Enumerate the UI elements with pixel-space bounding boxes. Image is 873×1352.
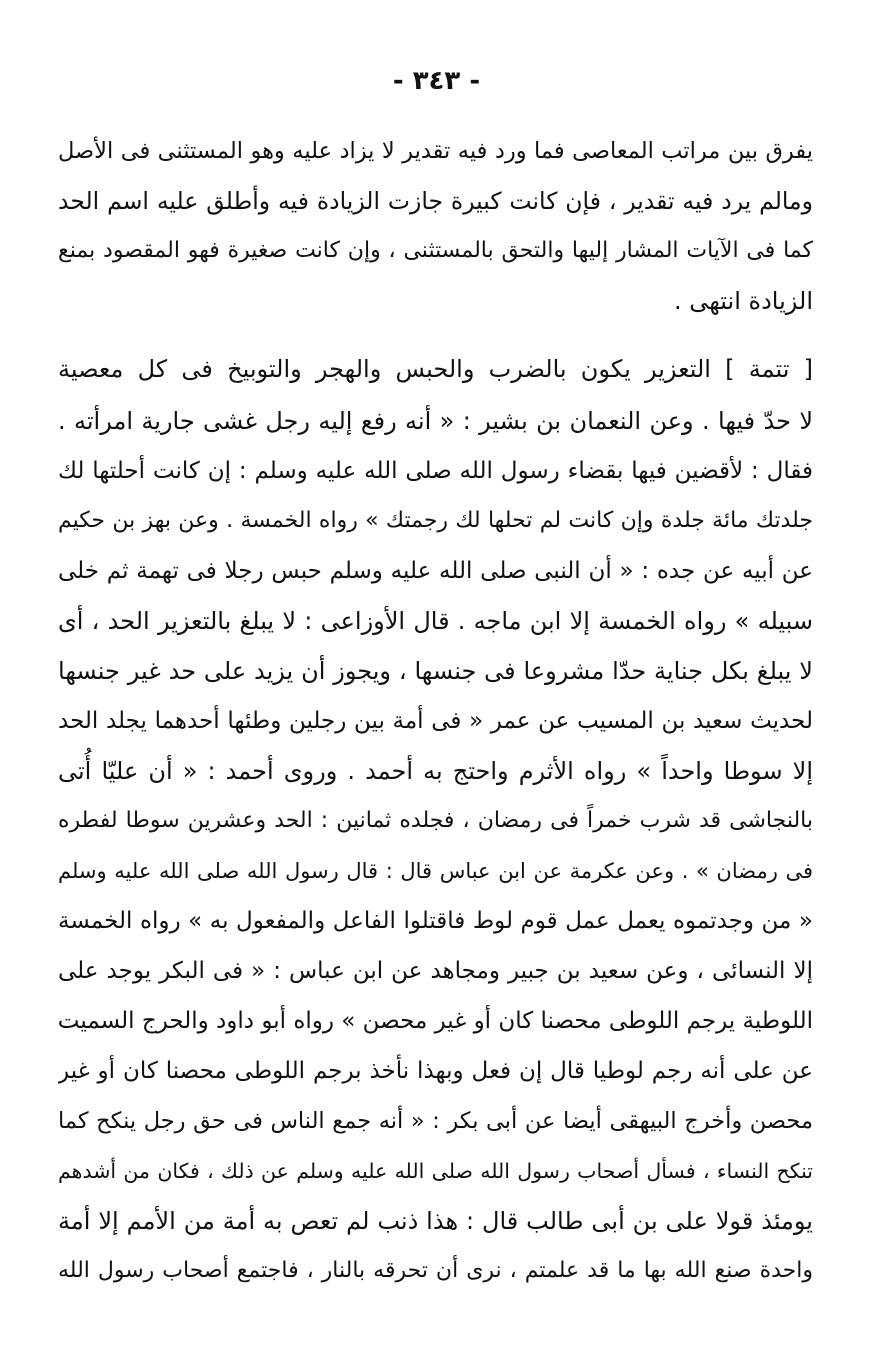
text-line: محصن وأخرج البيهقى أيضا عن أبى بكر : « أنه جمع الناس فى حق رجل ينكح كما: [58, 1108, 813, 1134]
text-line: اللوطية يرجم اللوطى محصنا كان أو غير محصن » رواه أبو داود والحرج السميت: [58, 1008, 813, 1034]
text-line: ومالم يرد فيه تقدير ، فإن كانت كبيرة جازت الزيادة فيه وأطلق عليه اسم الحد: [58, 187, 813, 215]
text-line: سبيله » رواه الخمسة إلا ابن ماجه . قال الأوزاعى : لا يبلغ بالتعزير الحد ، أى: [58, 607, 813, 635]
text-line: عن على أنه رجم لوطيا قال إن فعل وبهذا نأخذ برجم اللوطى محصنا كان أو غير: [58, 1058, 813, 1084]
text-line: بالنجاشى قد شرب خمراً فى رمضان ، فجلده ثمانين : الحد وعشرين سوطا لفطره: [58, 808, 813, 833]
text-line: لا يبلغ بكل جناية حدّا مشروعا فى جنسها ، ويجوز أن يزيد على حد غير جنسها: [58, 657, 813, 685]
text-line: [ تتمة ] التعزير يكون بالضرب والحبس والهجر والتوبيخ فى كل معصية: [58, 355, 813, 383]
text-line: يفرق بين مراتب المعاصى فما ورد فيه تقدير لا يزاد عليه وهو المستثنى فى الأصل: [58, 138, 813, 164]
text-line: يومئذ قولا على بن أبى طالب قال : هذا ذنب لم تعص به أمة من الأمم إلا أمة: [58, 1207, 813, 1235]
page-number: - ٣٤٣ -: [392, 66, 481, 96]
text-line: جلدتك مائة جلدة وإن كانت لم تحلها لك رجمتك » رواه الخمسة . وعن بهز بن حكيم: [58, 508, 813, 533]
text-line: لحديث سعيد بن المسيب عن عمر « فى أمة بين رجلين وطئها أحدهما يجلد الحد: [58, 708, 813, 734]
text-line: إلا النسائى ، وعن سعيد بن جبير ومجاهد عن ابن عباس : « فى البكر يوجد على: [58, 958, 813, 984]
text-line: واحدة صنع الله بها ما قد علمتم ، نرى أن تحرقه بالنار ، فاجتمع أصحاب رسول الله: [58, 1258, 813, 1283]
text-line: تنكح النساء ، فسأل أصحاب رسول الله صلى الله عليه وسلم عن ذلك ، فكان من أشدهم: [58, 1159, 813, 1183]
text-line: إلا سوطا واحداً » رواه الأثرم واحتج به أحمد . وروى أحمد : « أن عليّا أُتى: [58, 757, 813, 785]
text-line: عن أبيه عن جده : « أن النبى صلى الله عليه وسلم حبس رجلا فى تهمة ثم خلى: [58, 558, 813, 584]
text-line: لا حدّ فيها . وعن النعمان بن بشير : « أنه رفع إليه رجل غشى جارية امرأته .: [58, 407, 813, 435]
text-line: فى رمضان » . وعن عكرمة عن ابن عباس قال : قال رسول الله صلى الله عليه وسلم: [58, 859, 813, 883]
text-line: فقال : لأقضين فيها بقضاء رسول الله صلى الله عليه وسلم : إن كانت أحلتها لك: [58, 458, 813, 484]
text-line: الزيادة انتهى .: [673, 287, 813, 315]
text-line: كما فى الآيات المشار إليها والتحق بالمستثنى ، وإن كانت صغيرة فهو المقصود بمنع: [58, 238, 813, 263]
text-line: « من وجدتموه يعمل عمل قوم لوط فاقتلوا الفاعل والمفعول به » رواه الخمسة: [58, 908, 813, 934]
